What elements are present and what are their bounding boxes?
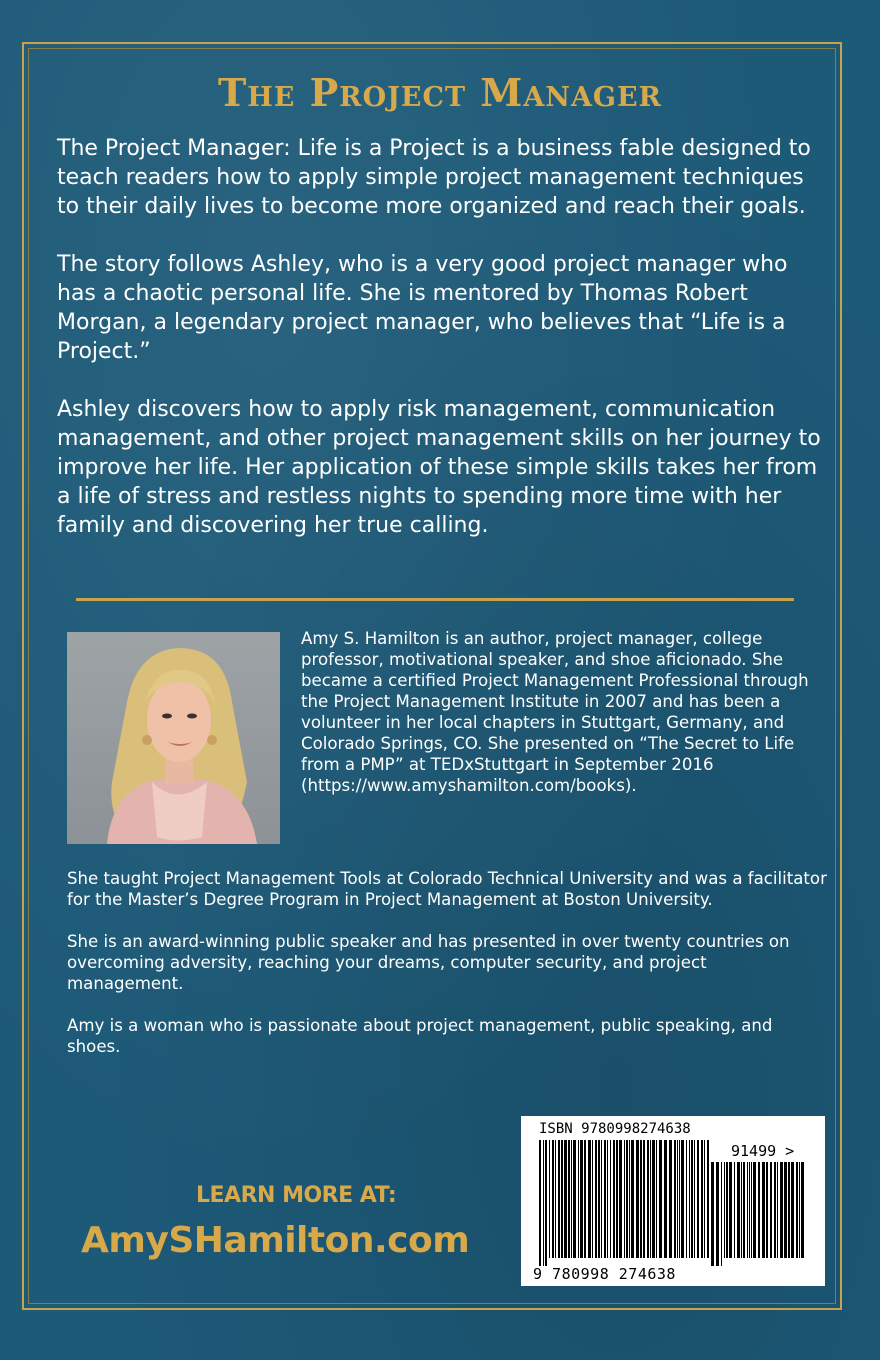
barcode-bar xyxy=(694,1140,695,1258)
description-paragraph-2: The story follows Ashley, who is a very good project manager who has a chaotic personal life. She is mentored by Thomas Robert Morgan, a legendary project manager, who believes that “Life is a Project.” xyxy=(57,252,788,364)
barcode-bar xyxy=(704,1140,705,1258)
barcode-bar xyxy=(774,1162,776,1258)
learn-more-label: LEARN MORE AT: xyxy=(196,1183,397,1208)
barcode-bar xyxy=(549,1140,550,1258)
barcode-bar xyxy=(669,1140,672,1258)
barcode-bar xyxy=(626,1140,628,1258)
barcode-bar xyxy=(724,1162,725,1258)
barcode-bar xyxy=(588,1140,591,1258)
barcode-bar xyxy=(753,1162,756,1258)
barcode-bar xyxy=(619,1140,622,1258)
barcode-bar xyxy=(624,1140,625,1258)
author-bio-paragraph-2: She is an award-winning public speaker and has presented in over twenty countries on overcoming adversity, reaching your dreams, computer security, and project management. xyxy=(67,932,790,993)
barcode-bar xyxy=(564,1140,567,1258)
addon-barcode-bars xyxy=(711,1162,806,1266)
barcode-bar xyxy=(737,1162,740,1258)
barcode-bar xyxy=(734,1162,735,1258)
barcode-bar xyxy=(726,1162,728,1258)
barcode-bar xyxy=(613,1140,615,1258)
section-divider xyxy=(76,598,794,601)
barcode-bar xyxy=(686,1140,687,1258)
barcode-bar xyxy=(788,1162,790,1258)
isbn-digits: 9 780998 274638 xyxy=(533,1265,676,1283)
barcode-bar xyxy=(758,1162,760,1258)
barcode-bar xyxy=(664,1140,667,1258)
barcode-bar xyxy=(729,1162,732,1258)
book-description xyxy=(57,134,827,569)
barcode-bar xyxy=(610,1140,611,1258)
barcode-bar xyxy=(770,1162,772,1258)
barcode-bar xyxy=(643,1140,645,1258)
barcode-bar xyxy=(716,1162,719,1266)
barcode-bar xyxy=(652,1140,655,1258)
description-paragraph-3: Ashley discovers how to apply risk management, communication management, and other project management skills on her journey to improve her life. Her application of these simple skills takes her from a life of stress and restless nights to spending more time with her family and discovering her true calling. xyxy=(57,397,821,538)
barcode-bar xyxy=(747,1162,748,1258)
barcode-bar xyxy=(543,1140,544,1266)
barcode-bar xyxy=(801,1162,804,1258)
website-link[interactable]: AmySHamilton.com xyxy=(81,1220,470,1261)
barcode-bar xyxy=(796,1162,798,1258)
isbn-barcode xyxy=(521,1116,825,1286)
barcode-bar xyxy=(558,1140,560,1258)
barcode-bar xyxy=(784,1162,787,1258)
description-paragraph-1: The Project Manager: Life is a Project is a business fable designed to teach readers how to apply simple project management techniques to their daily lives to become more organized and reach their goals. xyxy=(57,136,811,219)
barcode-bar xyxy=(659,1140,662,1258)
barcode-bar xyxy=(677,1140,678,1258)
barcode-bar xyxy=(578,1140,579,1258)
barcode-bar xyxy=(689,1140,690,1258)
isbn-label: ISBN 9780998274638 xyxy=(539,1121,691,1137)
author-bio-paragraph-1: She taught Project Management Tools at Colorado Technical University and was a facilitator for the Master’s Degree Program in Project Management at Boston University. xyxy=(67,869,827,909)
barcode-bar xyxy=(580,1140,583,1258)
barcode-bar xyxy=(799,1162,800,1258)
barcode-bar xyxy=(584,1140,586,1258)
barcode-bar xyxy=(681,1140,684,1258)
price-code-label: 91499 > xyxy=(731,1142,795,1160)
barcode-bar xyxy=(636,1140,639,1258)
barcode-bar xyxy=(721,1162,722,1266)
barcode-bar xyxy=(545,1140,547,1266)
barcode-bar xyxy=(631,1140,634,1258)
barcode-bar xyxy=(656,1140,657,1258)
barcode-bar xyxy=(640,1140,642,1258)
barcode-bar xyxy=(751,1162,752,1258)
barcode-bar xyxy=(749,1162,750,1258)
barcode-bar xyxy=(568,1140,570,1258)
barcode-bar xyxy=(552,1140,554,1258)
barcode-bar xyxy=(539,1140,541,1266)
barcode-bar xyxy=(679,1140,680,1258)
barcode-bar xyxy=(697,1140,699,1258)
barcode-bar xyxy=(598,1140,600,1258)
author-photo xyxy=(67,632,280,844)
barcode-bar xyxy=(766,1162,768,1258)
author-bio-intro-text: Amy S. Hamilton is an author, project manager, college professor, motivational speaker, and shoe aficionado. She became a certified Project Management Professional through the Project Management Institute in 2007 and has been a volunteer in her local chapters in Stuttgart, Germany, and Colorado Springs, CO. She presented on “The Secret to Life from a PMP” at TEDxStuttgart in September 2016 (https://www.amyshamilton.com/books). xyxy=(301,629,809,795)
barcode-bar xyxy=(592,1140,593,1258)
barcode-bar xyxy=(647,1140,649,1258)
author-bio-paragraph-3: Amy is a woman who is passionate about project management, public speaking, and shoes. xyxy=(67,1016,773,1056)
barcode-bar xyxy=(701,1140,703,1258)
barcode-bar xyxy=(595,1140,597,1258)
barcode-bar xyxy=(691,1140,693,1258)
barcode-bar xyxy=(571,1140,572,1258)
barcode-bar xyxy=(555,1140,556,1258)
barcode-bar xyxy=(780,1162,783,1258)
author-bio-intro xyxy=(301,628,821,796)
barcode-bar xyxy=(777,1162,778,1258)
author-bio xyxy=(67,868,827,1078)
book-title: The Project Manager xyxy=(217,70,662,115)
barcode-bar xyxy=(791,1162,794,1258)
barcode-bar xyxy=(674,1140,676,1258)
barcode-bar xyxy=(607,1140,608,1258)
barcode-bar xyxy=(604,1140,606,1258)
barcode-bar xyxy=(561,1140,563,1258)
barcode-bar xyxy=(629,1140,630,1258)
barcode-bar xyxy=(743,1162,745,1258)
barcode-bar xyxy=(741,1162,742,1258)
barcode-bar xyxy=(573,1140,576,1258)
barcode-bar xyxy=(707,1140,709,1258)
barcode-bar xyxy=(711,1162,714,1266)
barcode-bar xyxy=(650,1140,651,1258)
barcode-bar xyxy=(616,1140,618,1258)
barcode-bar xyxy=(762,1162,765,1258)
main-barcode-bars xyxy=(539,1140,709,1266)
barcode-bar xyxy=(601,1140,602,1258)
